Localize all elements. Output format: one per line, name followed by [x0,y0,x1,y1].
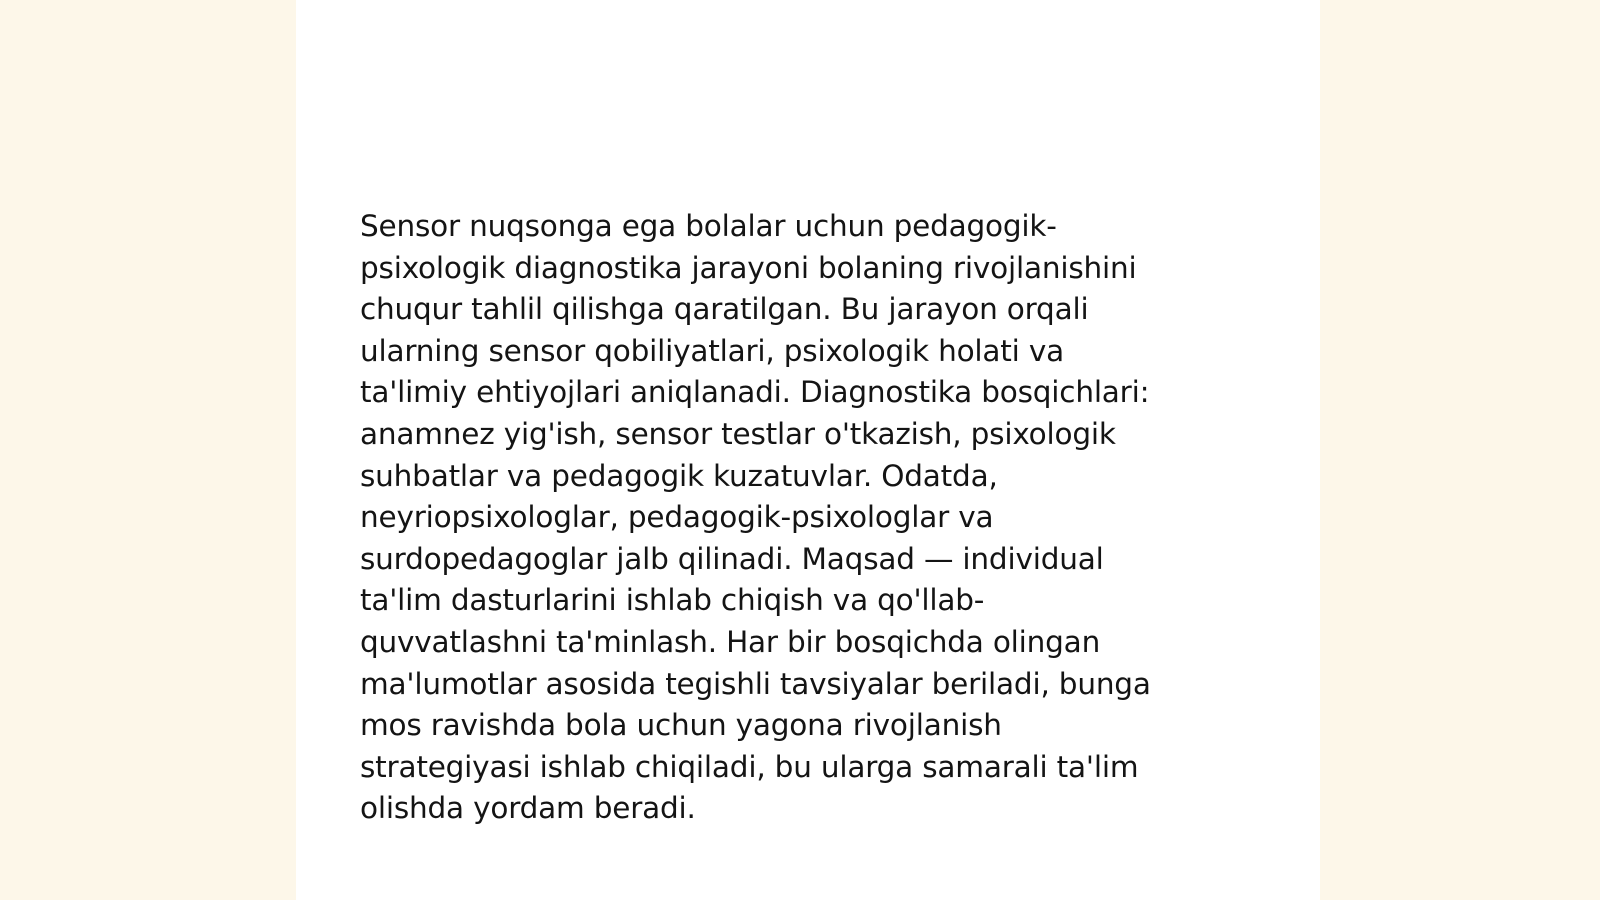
paragraph-line: ma'lumotlar asosida tegishli tavsiyalar beriladi, bunga [360,666,1151,701]
paragraph-line: suhbatlar va pedagogik kuzatuvlar. Odatda, [360,458,998,493]
paragraph-line: ularning sensor qobiliyatlari, psixologik holati va [360,333,1064,368]
paragraph-line: ta'limiy ehtiyojlari aniqlanadi. Diagnostika bosqichlari: [360,375,1150,410]
paragraph-line: psixologik diagnostika jarayoni bolaning rivojlanishini [360,250,1137,285]
paragraph-line: chuqur tahlil qilishga qaratilgan. Bu jarayon orqali [360,292,1089,327]
paragraph-line: neyriopsixologlar, pedagogik-psixologlar va [360,500,994,535]
paragraph-line: mos ravishda bola uchun yagona rivojlanish [360,708,1002,743]
paragraph-line: surdopedagoglar jalb qilinadi. Maqsad — individual [360,541,1104,576]
paragraph-line: ta'lim dasturlarini ishlab chiqish va qo'llab- [360,583,985,618]
document-page [296,0,1320,900]
paragraph-line: strategiyasi ishlab chiqiladi, bu ularga samarali ta'lim [360,749,1139,784]
body-paragraph [360,206,1250,830]
paragraph-line: anamnez yig'ish, sensor testlar o'tkazish, psixologik [360,416,1116,451]
paragraph-line: olishda yordam beradi. [360,791,696,826]
paragraph-line: quvvatlashni ta'minlash. Har bir bosqichda olingan [360,624,1101,659]
paragraph-line: Sensor nuqsonga ega bolalar uchun pedagogik- [360,209,1057,243]
